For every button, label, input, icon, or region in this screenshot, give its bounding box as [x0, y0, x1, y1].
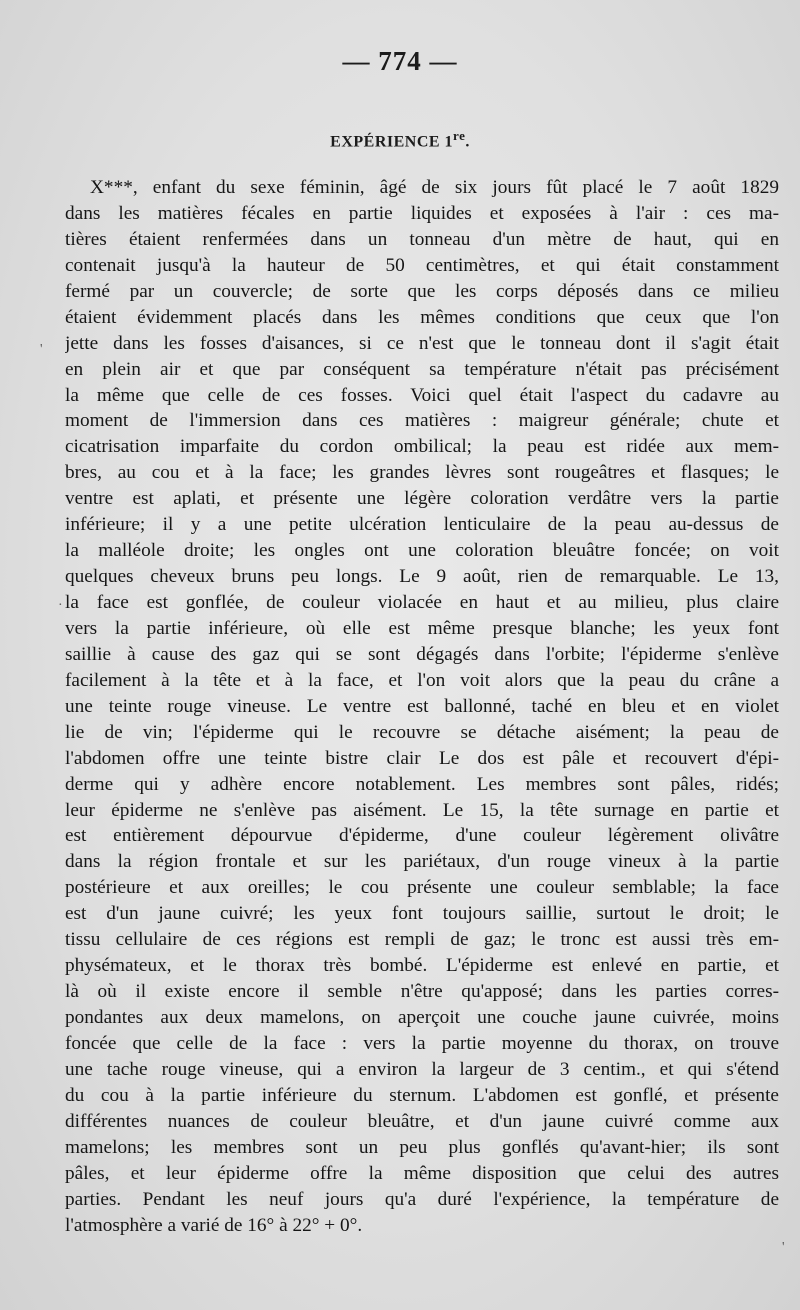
text-line: tières étaient renfermées dans un tonneau d'un mètre de haut, qui en	[65, 228, 779, 250]
text-line: en plein air et que par conséquent sa température n'était pas précisément	[65, 358, 779, 380]
heading-period: .	[465, 133, 470, 151]
text-line: la malléole droite; les ongles ont une coloration bleuâtre foncée; on voit	[65, 540, 779, 562]
text-line: fermé par un couvercle; de sorte que les corps déposés dans ce milieu	[65, 280, 779, 302]
text-line: foncée que celle de la face : vers la partie moyenne du thorax, on trouve	[65, 1032, 779, 1054]
text-line: facilement à la tête et à la face, et l'on voit alors que la peau du crâne a	[65, 669, 779, 691]
text-line: l'abdomen offre une teinte bistre clair Le dos est pâle et recouvert d'épi-	[65, 747, 779, 769]
text-line: physémateux, et le thorax très bombé. L'épiderme est enlevé en partie, et	[65, 955, 779, 977]
text-line: quelques cheveux bruns peu longs. Le 9 août, rien de remarquable. Le 13,	[65, 566, 779, 588]
text-line: cicatrisation imparfaite du cordon ombilical; la peau est ridée aux mem-	[65, 436, 779, 458]
text-line: derme qui y adhère encore notablement. Les membres sont pâles, ridés;	[65, 773, 779, 795]
text-line: moment de l'immersion dans ces matières : maigreur générale; chute et	[65, 410, 779, 432]
text-line: vers la partie inférieure, où elle est même presque blanche; les yeux font	[65, 617, 779, 639]
text-line: là où il existe encore il semble n'être qu'apposé; dans les parties corres-	[65, 981, 779, 1003]
text-line: pâles, et leur épiderme offre la même disposition que celui des autres	[65, 1162, 779, 1184]
text-line: contenait jusqu'à la hauteur de 50 centimètres, et qui était constamment	[65, 254, 779, 276]
text-line: dans la région frontale et sur les pariétaux, d'un rouge vineux à la partie	[65, 851, 779, 873]
heading-text: EXPÉRIENCE 1	[330, 133, 454, 151]
text-line: X***, enfant du sexe féminin, âgé de six jours fût placé le 7 août 1829	[90, 177, 779, 198]
text-line: est entièrement dépourvue d'épiderme, d'une couleur légèrement olivâtre	[65, 825, 779, 847]
text-line: une tache rouge vineuse, qui a environ la largeur de 3 centim., et qui s'étend	[65, 1058, 779, 1080]
text-line: inférieure; il y a une petite ulcération lenticulaire de la peau au-dessus de	[65, 514, 779, 536]
page-number: — 774 —	[342, 46, 458, 76]
text-line: différentes nuances de couleur bleuâtre, et d'un jaune cuivré comme aux	[65, 1110, 779, 1132]
text-line: pondantes aux deux mamelons, on aperçoit une couche jaune cuivrée, moins	[65, 1007, 779, 1028]
text-line: l'atmosphère a varié de 16° à 22° + 0°.	[65, 1214, 363, 1236]
text-line: étaient évidemment placés dans les mêmes conditions que ceux que l'on	[65, 306, 779, 328]
section-heading	[0, 128, 800, 151]
text-line: bres, au cou et à la face; les grandes lèvres sont rougeâtres et flasques; le	[65, 462, 779, 484]
text-line: mamelons; les membres sont un peu plus gonflés qu'avant-hier; ils sont	[65, 1136, 779, 1158]
text-line: leur épiderme ne s'enlève pas aisément. Le 15, la tête surnage en partie et	[65, 799, 779, 821]
text-line: lie de vin; l'épiderme qui le recouvre se détache aisément; la peau de	[65, 721, 779, 743]
heading-superscript: re	[453, 128, 466, 143]
text-line: saillie à cause des gaz qui se sont dégagés dans l'orbite; l'épiderme s'enlève	[65, 643, 779, 665]
text-line: du cou à la partie inférieure du sternum. L'abdomen est gonflé, et présente	[65, 1084, 779, 1106]
text-line: jette dans les fosses d'aisances, si ce n'est que le tonneau dont il s'agit était	[65, 332, 779, 354]
text-line: dans les matières fécales en partie liquides et exposées à l'air : ces ma-	[65, 202, 779, 224]
text-line: parties. Pendant les neuf jours qu'a duré l'expérience, la température de	[65, 1188, 779, 1210]
text-line: la face est gonflée, de couleur violacée en haut et au milieu, plus claire	[65, 592, 779, 613]
text-line: une teinte rouge vineuse. Le ventre est ballonné, taché en bleu et en violet	[65, 695, 779, 717]
text-line: ventre est aplati, et présente une légère coloration verdâtre vers la partie	[65, 488, 779, 510]
margin-tick: '	[782, 1240, 785, 1255]
margin-tick: ·	[58, 598, 63, 613]
margin-tick: '	[40, 342, 43, 357]
text-line: postérieure et aux oreilles; le cou présente une couleur semblable; la face	[65, 877, 779, 899]
text-line: tissu cellulaire de ces régions est rempli de gaz; le tronc est aussi très em-	[65, 929, 779, 951]
text-line: la même que celle de ces fosses. Voici quel était l'aspect du cadavre au	[65, 384, 779, 406]
body-paragraph	[65, 175, 779, 1238]
text-line: est d'un jaune cuivré; les yeux font toujours saillie, surtout le droit; le	[65, 903, 779, 925]
